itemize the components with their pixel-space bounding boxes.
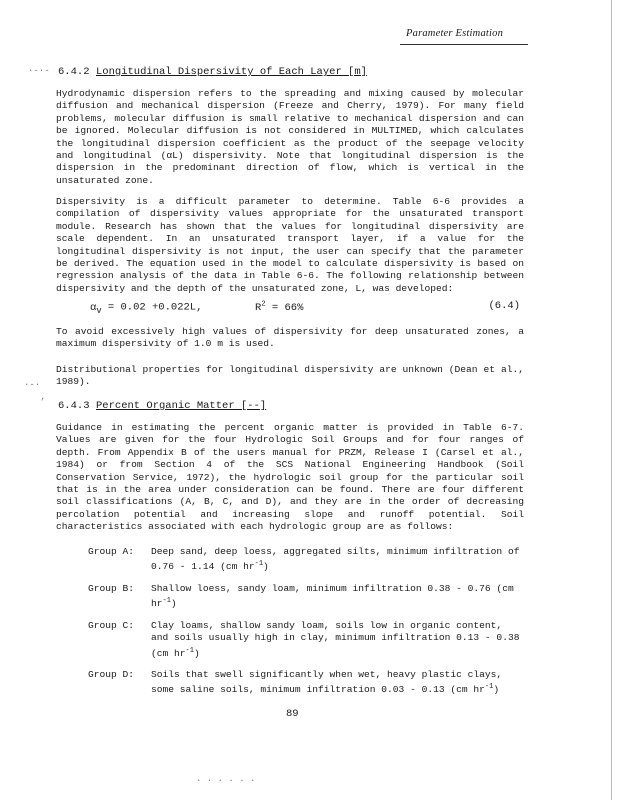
soil-group-description: Deep sand, deep loess, aggregated silts, minimum infiltration of 0.76 - 1.14 (cm $hr^{-1}$) [151, 546, 520, 573]
paragraph-dispersivity-estimation: Dispersivity is a difficult parameter to determine. Table 6-6 provides a compilation of dispersivity values appropriate for the unsaturated transport module. Research has shown that the values for longitudinal dispersivity are scale dependent. In an unsaturated transport layer, if a value for the longitudinal dispersivity is not input, the user can specify that the parameter be derived. The equation used in the model to calculate dispersivity is based on regression analysis of the data in Table 6-6. The following relationship between dispersivity and the depth of the unsaturated zone, L, was developed: [56, 196, 524, 294]
section-title: Percent Organic Matter [--] [96, 400, 267, 412]
paragraph-max-dispersivity: To avoid excessively high values of dispersivity for deep unsaturated zones, a maximum dispersivity of 1.0 m is used. [56, 326, 524, 350]
section-number: 6.4.2 [58, 66, 90, 78]
paragraph-distributional-properties: Distributional properties for longitudinal dispersivity are unknown (Dean et al., 1989). [56, 364, 524, 388]
soil-group-label: Group C: [88, 620, 135, 631]
equation-r2: $R^2 = 66\%$ [255, 300, 304, 314]
scan-edge-line [611, 0, 612, 800]
paragraph-organic-matter-guidance: Guidance in estimating the percent organic matter is provided in Table 6-7. Values are given for the four Hydrologic Soil Groups and for four ranges of depth. From Appendix B of the users manual for PRZM, Release I (Carsel et al., 1984) or from Section 4 of the SCS National Engineering Handbook (Soil Conservation Service, 1972), the hydrologic soil group for the particular soil that is in the area under consideration can be found. There are four different soil classifications (A, B, C, and D), and they are in the order of decreasing percolation potential and increasing slope and runoff potential. Soil characteristics associated with each hydrologic group are as follows: [56, 422, 524, 533]
equation-6-4 [90, 300, 520, 316]
soil-group-description: Shallow loess, sandy loam, minimum infiltration 0.38 - 0.76 (cm $hr^{-1}$) [151, 583, 514, 610]
equation-rhs: = 0.02 +0.022L, [107, 301, 203, 314]
soil-group-description: Soils that swell significantly when wet, heavy plastic clays, some saline soils, minimum infiltration 0.03 - 0.13 (cm $hr^{-1}$) [151, 669, 503, 696]
page-number: 89 [286, 708, 299, 720]
equation-number: (6.4) [488, 300, 520, 312]
section-heading-6-4-2 [58, 66, 367, 78]
running-header: Parameter Estimation [406, 28, 504, 39]
header-rule [400, 44, 528, 45]
soil-group-label: Group D: [88, 669, 135, 680]
scan-artifact: · · · · · · [196, 776, 256, 786]
scan-artifact: ·‐·‐ [28, 66, 50, 76]
soil-group-label: Group A: [88, 546, 135, 557]
section-number: 6.4.3 [58, 400, 90, 412]
equation-lhs: $\alpha_v$ [90, 301, 102, 316]
section-heading-6-4-3 [58, 400, 266, 412]
scan-artifact: ·‐· [24, 380, 41, 390]
section-title: Longitudinal Dispersivity of Each Layer [m] [96, 66, 367, 78]
paragraph-dispersion-definition: Hydrodynamic dispersion refers to the spreading and mixing caused by molecular diffusion and mechanical dispersion (Freeze and Cherry, 1979). For many field problems, molecular diffusion is small relative to mechanical dispersion and can be ignored. Molecular diffusion is not considered in MULTIMED, which calculates the longitudinal dispersion coefficient as the product of the seepage velocity and longitudinal (αL) dispersivity. Note that longitudinal dispersion is the dispersion in the predominant direction of flow, which is vertical in the unsaturated zone. [56, 88, 524, 186]
soil-group-description: Clay loams, shallow sandy loam, soils low in organic content, and soils usually high in clay, minimum infiltration 0.13 - 0.38 (cm $hr^{-1}$) [151, 620, 520, 659]
soil-group-label: Group B: [88, 583, 135, 594]
scan-artifact: ‚ [40, 392, 46, 402]
